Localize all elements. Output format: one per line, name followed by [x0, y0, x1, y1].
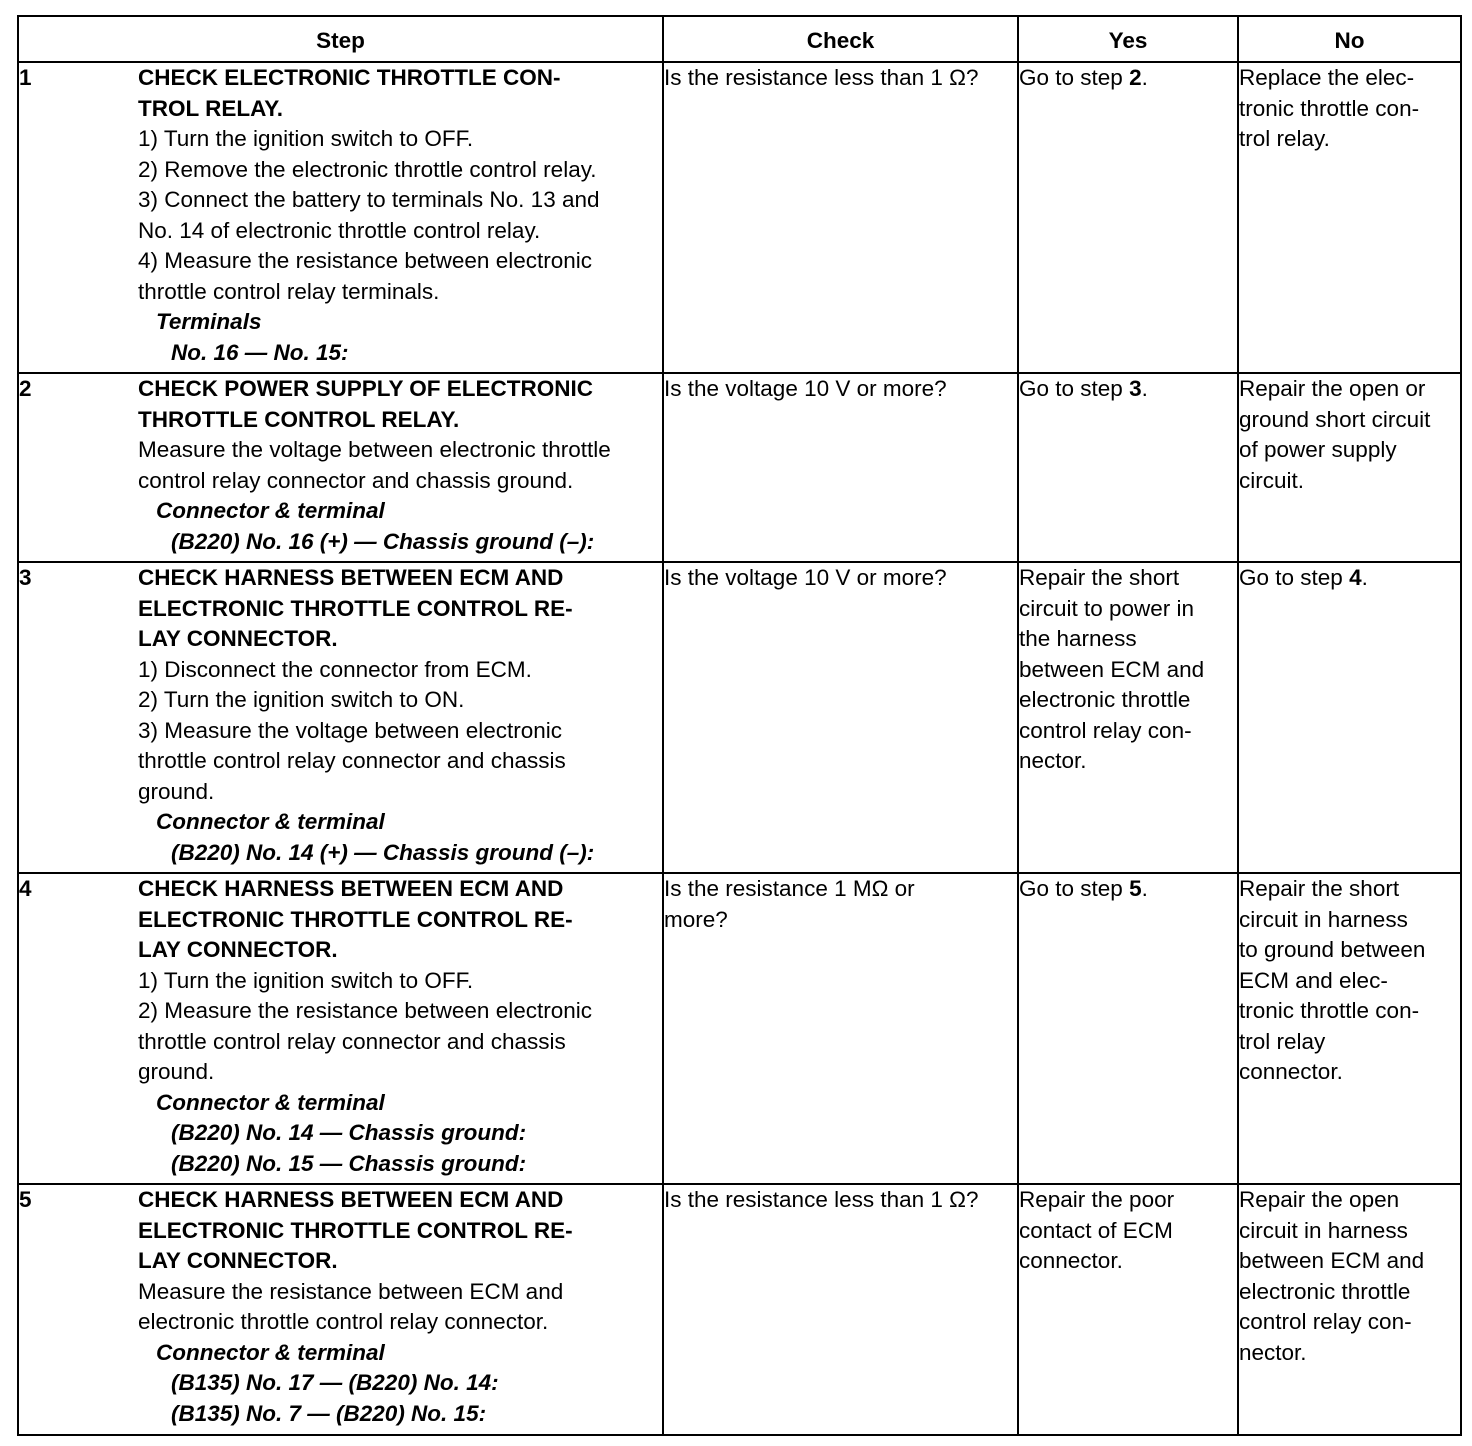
- no-text: Repair the open or: [1239, 376, 1426, 401]
- table-row: [18, 562, 1461, 873]
- step-instruction: throttle control relay terminals.: [138, 278, 440, 304]
- no-text: of power supply: [1239, 437, 1397, 462]
- no-step-number: 4: [1349, 565, 1362, 590]
- yes-step-number: 2: [1129, 65, 1142, 90]
- yes-cell: [1018, 873, 1238, 1184]
- terminal-spec: (B135) No. 17 — (B220) No. 14:: [171, 1370, 499, 1395]
- header-no: No: [1238, 16, 1461, 62]
- header-row: [18, 16, 1461, 62]
- step-title: CHECK HARNESS BETWEEN ECM AND: [138, 565, 564, 590]
- terminal-heading: Connector & terminal: [156, 1089, 385, 1115]
- yes-suffix: .: [1141, 876, 1148, 901]
- yes-text: contact of ECM: [1019, 1217, 1173, 1243]
- no-text: between ECM and: [1239, 1248, 1425, 1273]
- terminal-heading: Connector & terminal: [156, 809, 385, 834]
- terminal-heading: Terminals: [156, 309, 262, 334]
- check-cell: [663, 562, 1018, 873]
- check-cell: [663, 873, 1018, 1184]
- check-cell: [663, 62, 1018, 373]
- yes-text: between ECM and: [1019, 656, 1205, 682]
- no-text: Repair the open: [1239, 1187, 1400, 1212]
- header-check: Check: [663, 16, 1018, 62]
- step-number: 3: [19, 565, 32, 590]
- step-cell: [18, 562, 663, 873]
- no-text: Repair the short: [1239, 876, 1400, 901]
- yes-text: Repair the short: [1019, 565, 1180, 590]
- step-number: 1: [19, 65, 32, 90]
- step-instruction: 2) Remove the electronic throttle control relay.: [138, 156, 597, 182]
- no-cell: [1238, 1184, 1461, 1435]
- yes-text: electronic throttle: [1019, 687, 1191, 712]
- check-text: Is the voltage 10 V or more?: [664, 565, 947, 590]
- no-text: circuit in harness: [1239, 906, 1408, 932]
- yes-step-number: 5: [1129, 876, 1142, 901]
- step-title: ELECTRONIC THROTTLE CONTROL RE-: [138, 906, 573, 932]
- step-instruction: 2) Measure the resistance between electronic: [138, 998, 592, 1023]
- no-text: tronic throttle con-: [1239, 998, 1420, 1023]
- step-instruction: Measure the resistance between ECM and: [138, 1278, 564, 1304]
- step-cell: [18, 373, 663, 562]
- step-instruction: ground.: [138, 1059, 215, 1084]
- no-text: Go to step: [1239, 565, 1350, 590]
- yes-text: circuit to power in: [1019, 595, 1195, 621]
- table-row: [18, 873, 1461, 1184]
- no-text: circuit.: [1239, 467, 1305, 493]
- no-cell: [1238, 873, 1461, 1184]
- step-title: LAY CONNECTOR.: [138, 1248, 338, 1273]
- step-cell: [18, 1184, 663, 1435]
- step-title: LAY CONNECTOR.: [138, 626, 338, 651]
- yes-cell: [1018, 1184, 1238, 1435]
- step-title: CHECK POWER SUPPLY OF ELECTRONIC: [138, 376, 594, 401]
- yes-suffix: .: [1141, 376, 1148, 401]
- terminal-heading: Connector & terminal: [156, 1339, 385, 1365]
- yes-cell: [1018, 562, 1238, 873]
- step-instruction: throttle control relay connector and chassis: [138, 1028, 566, 1054]
- step-instruction: 3) Measure the voltage between electronic: [138, 717, 562, 743]
- yes-cell: [1018, 62, 1238, 373]
- step-cell: [18, 873, 663, 1184]
- step-title: CHECK HARNESS BETWEEN ECM AND: [138, 876, 564, 901]
- yes-text: Go to step: [1019, 876, 1130, 901]
- step-title: CHECK HARNESS BETWEEN ECM AND: [138, 1187, 564, 1212]
- yes-text: Go to step: [1019, 376, 1130, 401]
- terminal-spec: (B220) No. 16 (+) — Chassis ground (–):: [171, 528, 595, 554]
- no-cell: [1238, 562, 1461, 873]
- yes-text: connector.: [1019, 1248, 1123, 1273]
- check-text: Is the resistance 1 MΩ or: [664, 876, 915, 901]
- step-instruction: 2) Turn the ignition switch to ON.: [138, 687, 465, 712]
- yes-text: the harness: [1019, 626, 1137, 651]
- step-instruction: 1) Turn the ignition switch to OFF.: [138, 126, 474, 151]
- no-text: ground short circuit: [1239, 406, 1431, 432]
- step-instruction: 1) Disconnect the connector from ECM.: [138, 656, 532, 682]
- step-instruction: electronic throttle control relay connector.: [138, 1309, 549, 1334]
- yes-cell: [1018, 373, 1238, 562]
- step-title: THROTTLE CONTROL RELAY.: [138, 406, 460, 432]
- no-text: ECM and elec-: [1239, 967, 1388, 993]
- no-text: to ground between: [1239, 937, 1426, 962]
- step-title: ELECTRONIC THROTTLE CONTROL RE-: [138, 595, 573, 621]
- no-text: tronic throttle con-: [1239, 95, 1420, 121]
- diagnostic-table: [17, 15, 1462, 1436]
- step-title: CHECK ELECTRONIC THROTTLE CON-: [138, 65, 561, 90]
- terminal-spec: (B220) No. 14 — Chassis ground:: [171, 1120, 527, 1145]
- check-cell: [663, 373, 1018, 562]
- no-text: control relay con-: [1239, 1309, 1412, 1334]
- step-instruction: throttle control relay connector and chassis: [138, 748, 566, 773]
- step-instruction: 4) Measure the resistance between electronic: [138, 248, 592, 273]
- step-instruction: 1) Turn the ignition switch to OFF.: [138, 967, 474, 993]
- check-text: more?: [664, 906, 728, 932]
- step-instruction: ground.: [138, 778, 215, 804]
- table-row: [18, 373, 1461, 562]
- step-number: 2: [19, 376, 32, 401]
- yes-suffix: .: [1141, 65, 1148, 90]
- terminal-spec: No. 16 — No. 15:: [171, 339, 349, 365]
- yes-text: Go to step: [1019, 65, 1130, 90]
- yes-text: nector.: [1019, 748, 1087, 773]
- no-text: nector.: [1239, 1339, 1307, 1365]
- table-row: [18, 1184, 1461, 1435]
- step-instruction: Measure the voltage between electronic throttle: [138, 437, 611, 462]
- check-text: Is the resistance less than 1 Ω?: [664, 1187, 979, 1212]
- check-text: Is the resistance less than 1 Ω?: [664, 65, 979, 90]
- no-text: Replace the elec-: [1239, 65, 1415, 90]
- no-text: electronic throttle: [1239, 1278, 1411, 1304]
- terminal-spec: (B135) No. 7 — (B220) No. 15:: [171, 1400, 487, 1426]
- step-number: 5: [19, 1187, 32, 1212]
- step-cell: [18, 62, 663, 373]
- no-text: connector.: [1239, 1059, 1343, 1084]
- yes-text: Repair the poor: [1019, 1187, 1175, 1212]
- step-number: 4: [19, 876, 32, 901]
- step-instruction: No. 14 of electronic throttle control relay.: [138, 217, 541, 243]
- no-cell: [1238, 62, 1461, 373]
- terminal-spec: (B220) No. 14 (+) — Chassis ground (–):: [171, 839, 595, 865]
- terminal-spec: (B220) No. 15 — Chassis ground:: [171, 1150, 527, 1176]
- no-text: trol relay: [1239, 1028, 1326, 1054]
- step-title: LAY CONNECTOR.: [138, 937, 338, 962]
- check-cell: [663, 1184, 1018, 1435]
- step-instruction: control relay connector and chassis ground.: [138, 467, 574, 493]
- step-title: TROL RELAY.: [138, 95, 284, 121]
- header-step: Step: [18, 16, 663, 62]
- no-suffix: .: [1361, 565, 1368, 590]
- terminal-heading: Connector & terminal: [156, 498, 385, 523]
- check-text: Is the voltage 10 V or more?: [664, 376, 947, 401]
- no-text: trol relay.: [1239, 126, 1330, 151]
- step-instruction: 3) Connect the battery to terminals No. 13 and: [138, 187, 600, 212]
- yes-step-number: 3: [1129, 376, 1142, 401]
- no-cell: [1238, 373, 1461, 562]
- table-row: [18, 62, 1461, 373]
- no-text: circuit in harness: [1239, 1217, 1408, 1243]
- yes-text: control relay con-: [1019, 717, 1192, 743]
- header-yes: Yes: [1018, 16, 1238, 62]
- step-title: ELECTRONIC THROTTLE CONTROL RE-: [138, 1217, 573, 1243]
